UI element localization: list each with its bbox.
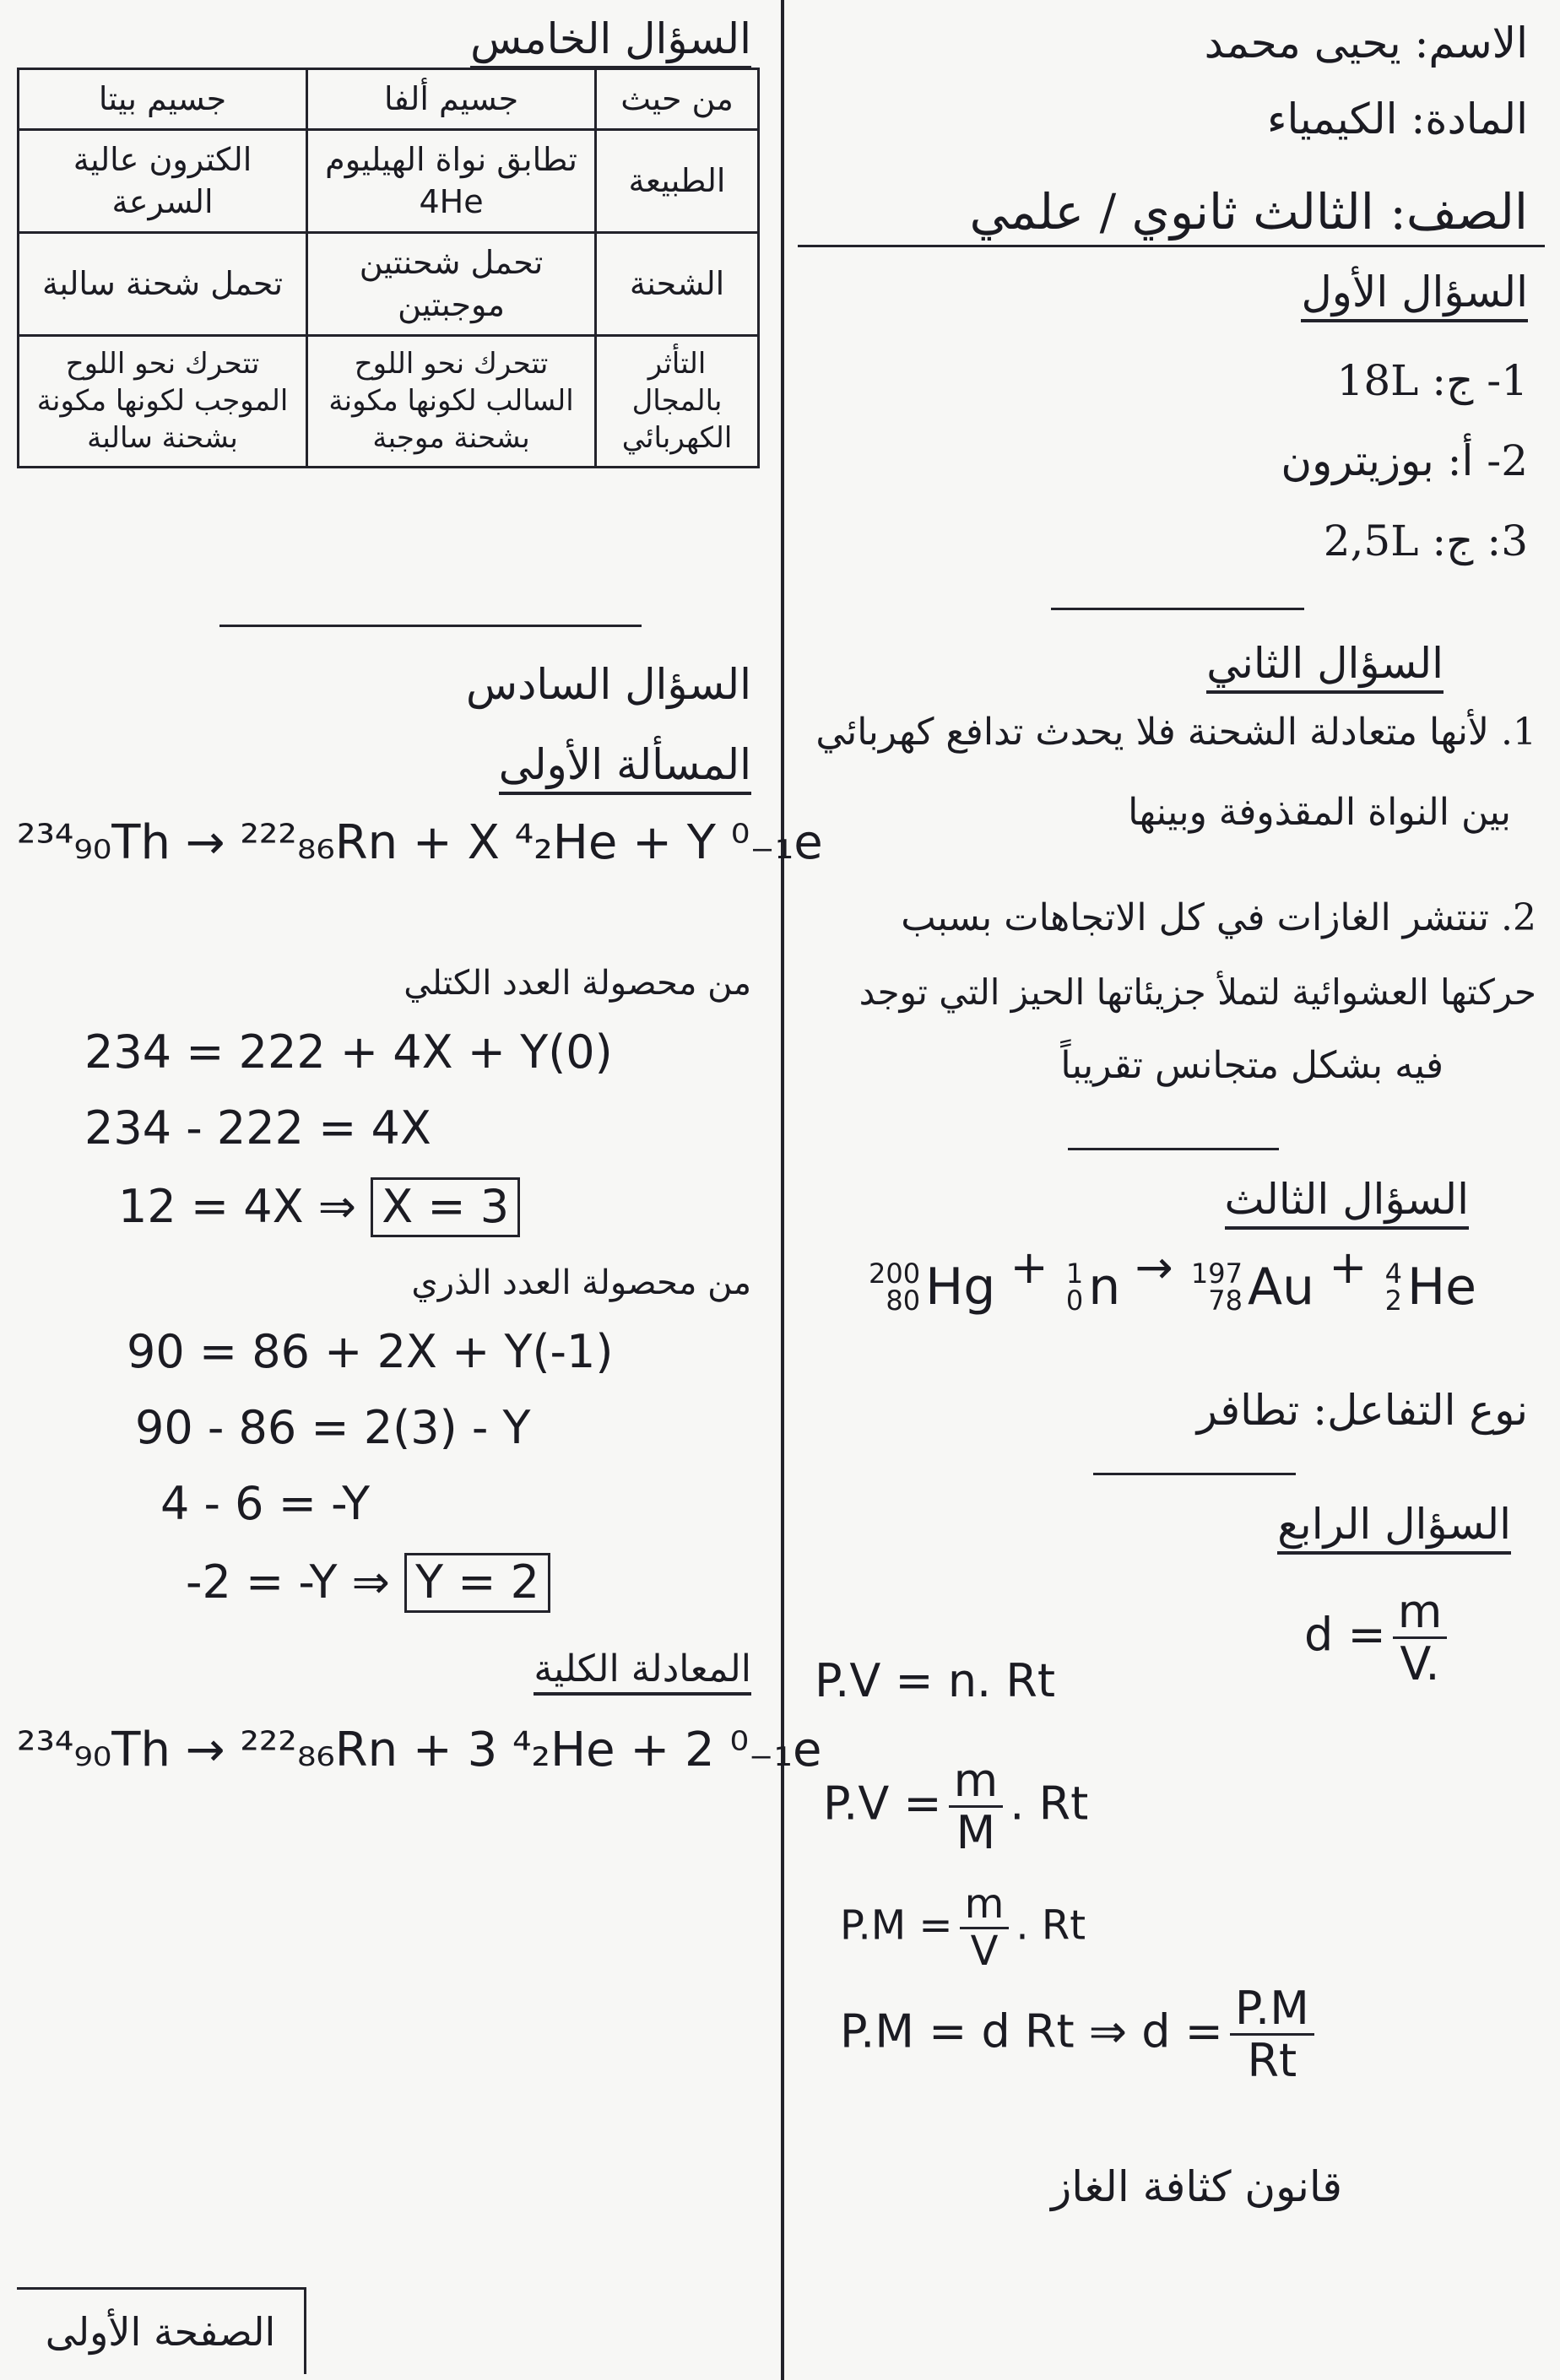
column-divider	[781, 0, 784, 2380]
table-header: جسيم بيتا	[19, 69, 307, 130]
q6-main-equation: ²³⁴₉₀Th → ²²²₈₆Rn + X ⁴₂He + Y ⁰₋₁e	[17, 815, 823, 870]
q6-total-equation: ²³⁴₉₀Th → ²²²₈₆Rn + 3 ⁴₂He + 2 ⁰₋₁e	[17, 1723, 822, 1777]
table-row	[19, 130, 759, 233]
q2-line-3: 2. تنتشر الغازات في كل الاتجاهات بسبب	[901, 896, 1536, 939]
q6-mass-line-2: 234 - 222 = 4X	[84, 1101, 431, 1155]
table-cell: التأثر بالمجال الكهربائي	[596, 335, 759, 467]
table-cell: تحمل شحنتين موجبتين	[307, 233, 596, 336]
q6-atomic-line-4: -2 = -Y ⇒ Y = 2	[186, 1553, 550, 1613]
q6-mass-line-3: 12 = 4X ⇒ X = 3	[118, 1177, 520, 1237]
student-name: الاسم: يحيى محمد	[1204, 19, 1528, 68]
q3-title: السؤال الثالث	[1225, 1173, 1469, 1230]
page-label: الصفحة الأولى	[17, 2287, 306, 2374]
q4-title: السؤال الرابع	[1277, 1498, 1511, 1555]
table-header-row	[19, 69, 759, 130]
plus-sign: +	[1329, 1241, 1368, 1294]
table-cell: تطابق نواة الهيليوم 4He	[307, 130, 596, 233]
q4-step-4: P.M = d Rt ⇒ d = $\frac{P.M}{Rt}$	[840, 1983, 1321, 2086]
table-cell: تحمل شحنة سالبة	[19, 233, 307, 336]
subject-line: المادة: الكيمياء	[1266, 95, 1528, 143]
q4-step-3: P.M = $\frac{m}{V}$ . Rt	[840, 1880, 1086, 1975]
q6-mass-line-1: 234 = 222 + 4X + Y(0)	[84, 1025, 613, 1079]
q2-rule	[1068, 1148, 1279, 1150]
header-rule	[798, 245, 1545, 247]
nuclide-au: 197 78 Au	[1190, 1258, 1315, 1317]
comparison-table	[17, 68, 760, 468]
nuclide-he: 4 2 He	[1384, 1258, 1476, 1317]
table-cell: الطبيعة	[596, 130, 759, 233]
x-result-box: X = 3	[371, 1177, 520, 1237]
reaction-arrow: →	[1135, 1241, 1173, 1294]
q2-line-5: فيه بشكل متجانس تقريباً	[1060, 1044, 1444, 1087]
q3-rule	[1093, 1473, 1296, 1475]
table-row	[19, 233, 759, 336]
q2-title: السؤال الثاني	[1206, 637, 1444, 694]
table-header: جسيم ألفا	[307, 69, 596, 130]
q6-atomic-title: من محصولة العدد الذري	[411, 1263, 751, 1302]
nuclide-n: 1 0 n	[1065, 1258, 1121, 1317]
table-cell: تتحرك نحو اللوح الموجب لكونها مكونة بشحنة سالبة	[19, 335, 307, 467]
y-result-box: Y = 2	[404, 1553, 550, 1613]
q5-rule	[219, 625, 642, 627]
q3-equation	[865, 1241, 1476, 1317]
q2-line-4: حركتها العشوائية لتملأ جزيئاتها الحيز التي توجد	[859, 971, 1536, 1013]
class-line: الصف: الثالث ثانوي / علمي	[969, 183, 1528, 241]
q1-title: السؤال الأول	[1301, 266, 1528, 322]
table-cell: الشحنة	[596, 233, 759, 336]
table-row	[19, 335, 759, 467]
q1-answer-3: 3: ج: 2,5L	[1323, 517, 1528, 565]
left-column	[17, 0, 823, 2380]
table-cell: تتحرك نحو اللوح السالب لكونها مكونة بشحنة موجبة	[307, 335, 596, 467]
q2-line-1: 1. لأنها متعادلة الشحنة فلا يحدث تدافع كهربائي	[815, 711, 1536, 754]
right-column	[798, 0, 1545, 2380]
q1-rule	[1051, 608, 1304, 610]
q6-title: السؤال السادس	[466, 660, 751, 709]
q4-law-name: قانون كثافة الغاز	[1051, 2162, 1342, 2211]
q6-problem-title: المسألة الأولى	[499, 738, 751, 795]
q6-total-title: المعادلة الكلية	[534, 1646, 751, 1696]
q4-step-2: P.V = $\frac{m}{M}$ . Rt	[823, 1754, 1089, 1860]
table-cell: الكترون عالية السرعة	[19, 130, 307, 233]
q6-atomic-line-1: 90 = 86 + 2X + Y(-1)	[127, 1325, 614, 1378]
q4-density-eq: d = $\frac{m}{V.}$	[1304, 1587, 1454, 1690]
q3-reaction-type: نوع التفاعل: تطافر	[1196, 1386, 1528, 1435]
q1-answer-1: 1- ج: 18L	[1336, 356, 1528, 405]
q6-atomic-line-3: 4 - 6 = -Y	[160, 1477, 371, 1530]
q4-step-1: P.V = n. Rt	[815, 1654, 1056, 1707]
nuclide-hg: 200 80 Hg	[869, 1258, 996, 1317]
q6-mass-title: من محصولة العدد الكتلي	[404, 964, 751, 1003]
table-header: من حيث	[596, 69, 759, 130]
q5-title: السؤال الخامس	[470, 13, 751, 69]
q1-answer-2: 2- أ: بوزيترون	[1281, 436, 1528, 485]
q6-atomic-line-2: 90 - 86 = 2(3) - Y	[135, 1401, 531, 1454]
q2-line-2: بين النواة المقذوفة وبينها	[1128, 791, 1511, 834]
plus-sign: +	[1010, 1241, 1048, 1294]
